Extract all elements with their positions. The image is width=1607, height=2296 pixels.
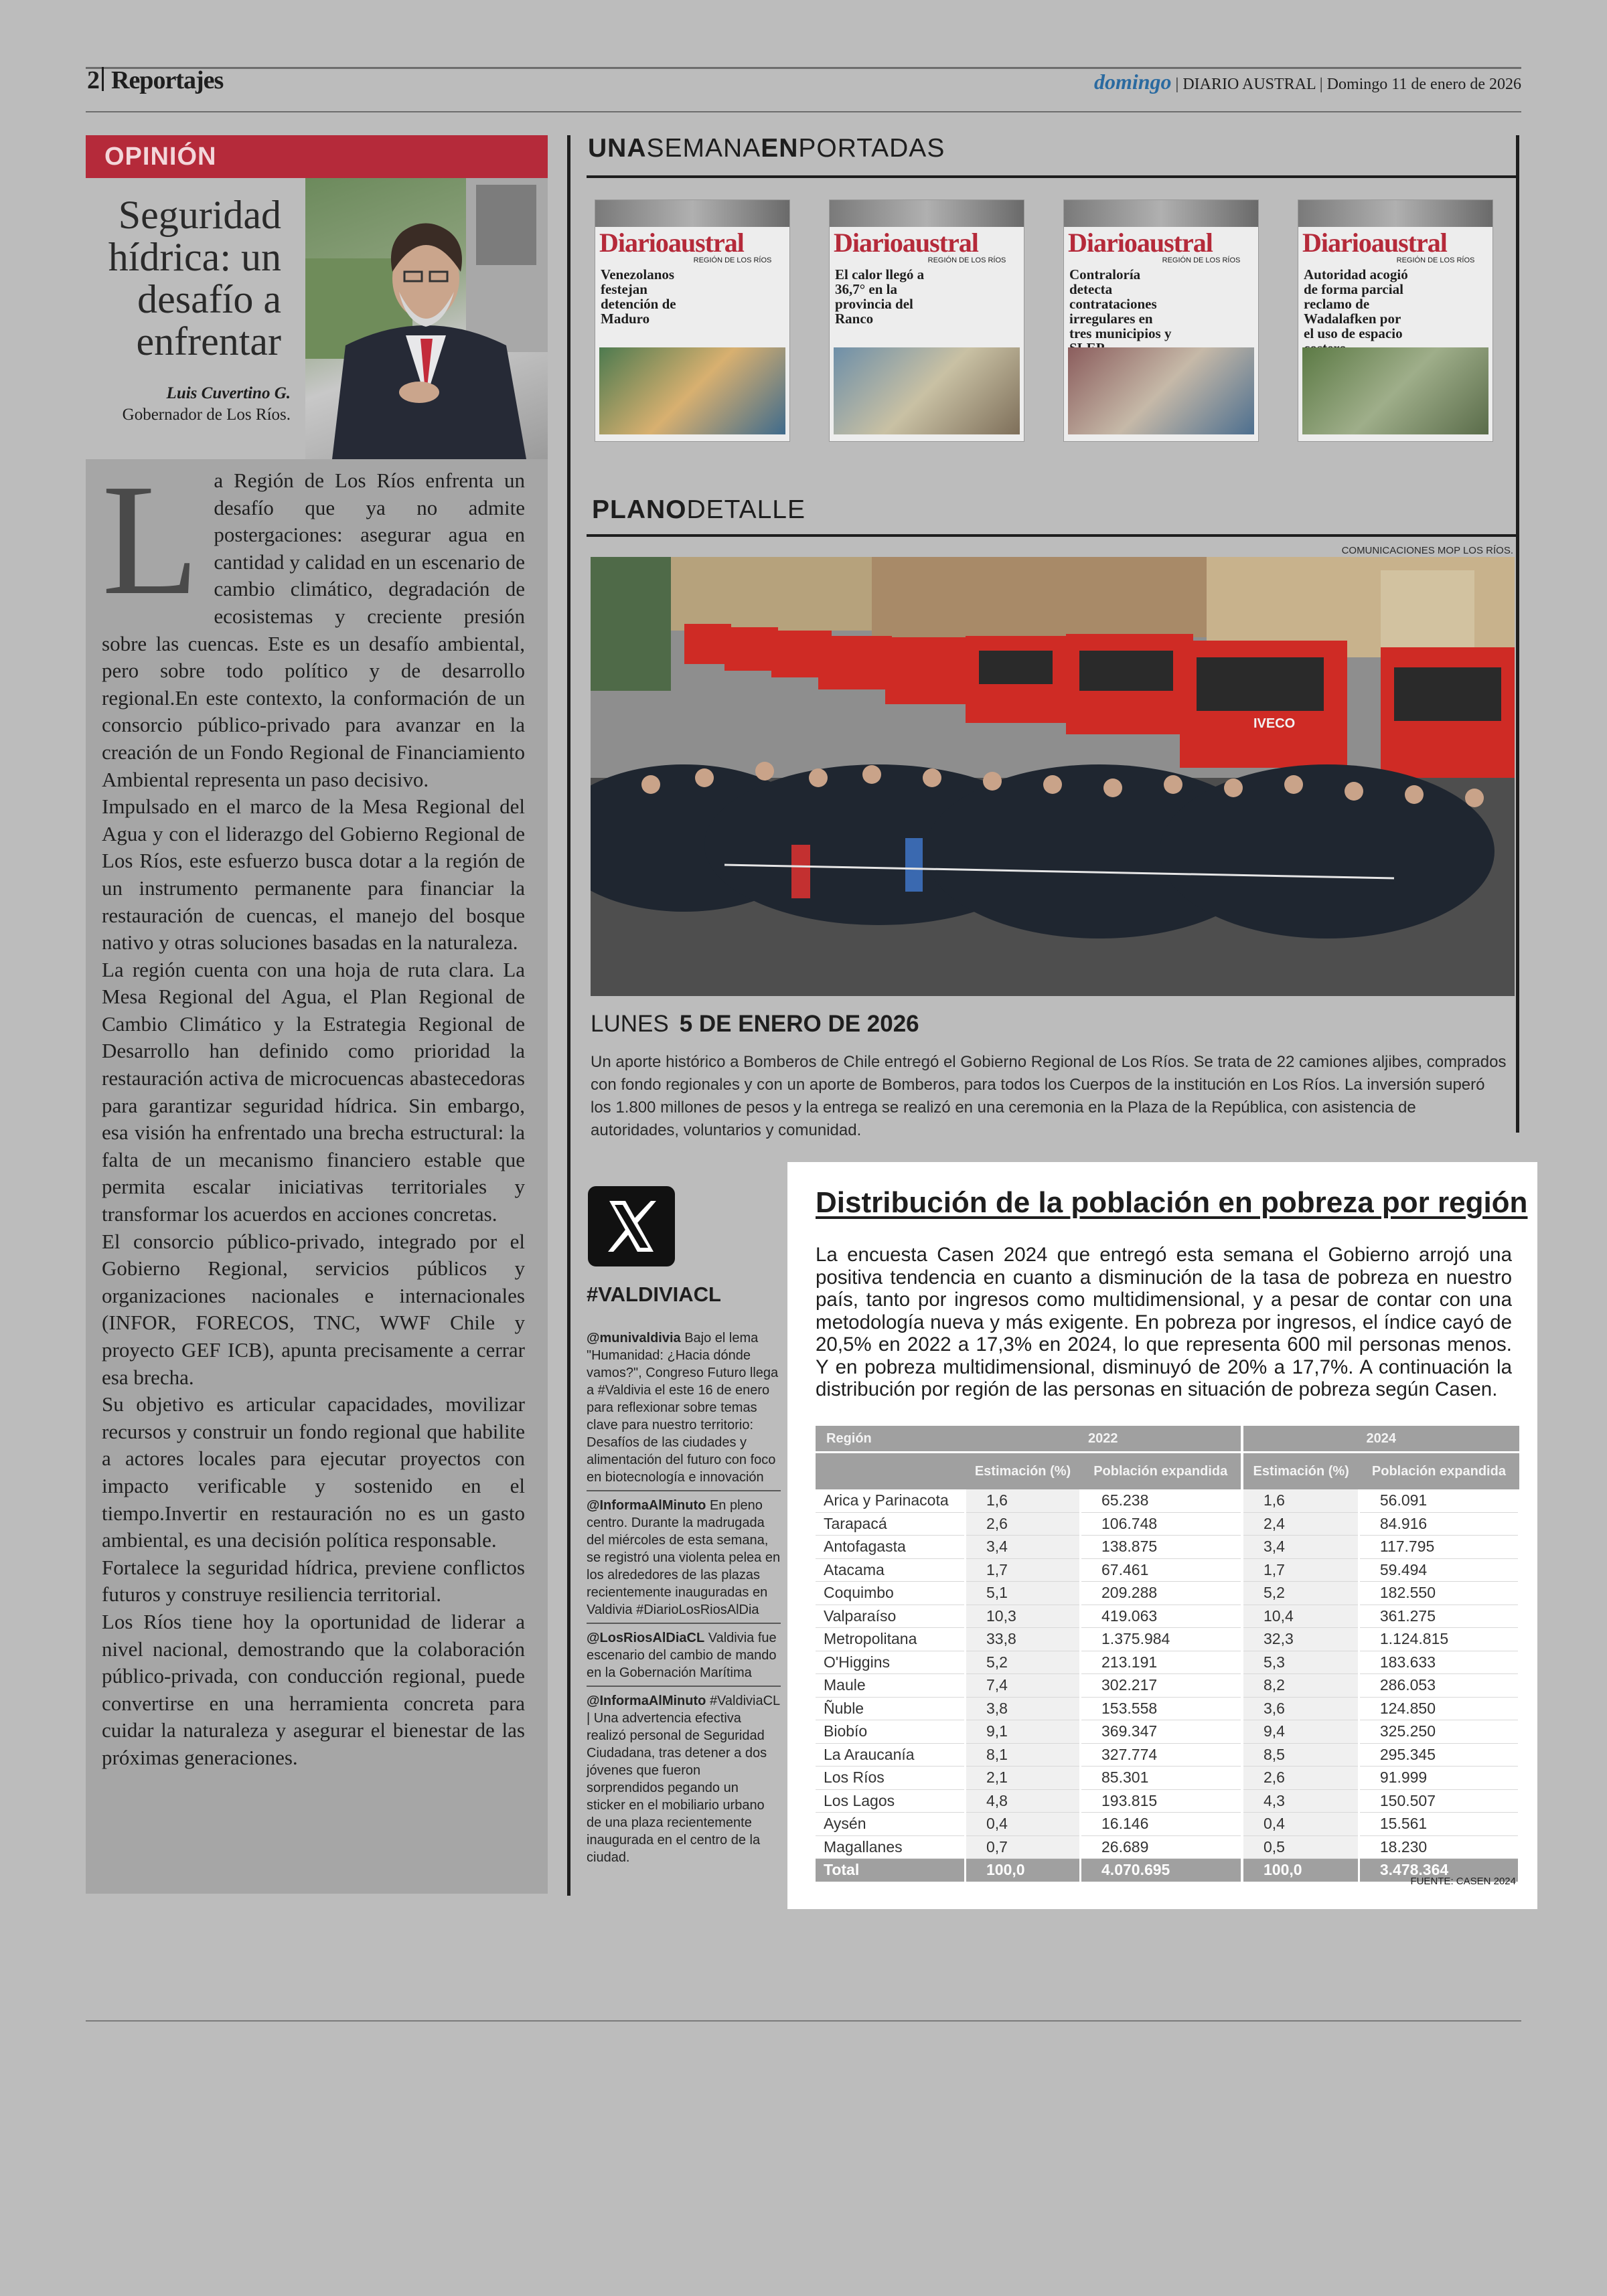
cover-title: El calor llegó a 36,7° en la provincia del Ranco xyxy=(835,266,925,327)
region-cell: Total xyxy=(816,1859,966,1882)
population-2024-cell: 124.850 xyxy=(1359,1697,1519,1720)
opinion-banner: OPINIÓN xyxy=(86,135,548,178)
population-2022-cell: 65.238 xyxy=(1081,1489,1242,1512)
population-2024-cell: 56.091 xyxy=(1359,1489,1519,1512)
table-row xyxy=(816,1628,1519,1651)
estimate-2022-cell: 2,1 xyxy=(966,1767,1081,1790)
page-number: 2 xyxy=(87,66,100,94)
header-top-rule xyxy=(86,67,1521,69)
cover-region: REGIÓN DE LOS RÍOS xyxy=(693,256,772,264)
column-divider xyxy=(567,135,570,1896)
portrait-illustration xyxy=(305,178,548,459)
col-year-2022: 2022 xyxy=(966,1426,1242,1453)
population-2024-cell: 325.250 xyxy=(1359,1720,1519,1744)
col-year-2024: 2024 xyxy=(1242,1426,1519,1453)
opinion-paragraph: El consorcio público-privado, integrado por el Gobierno Regional, servicios públicos y organizaciones nacionales e internacionales (INFOR, FORECOS, TNC, WWF Chile y proyecto GEF ICB), apunta precisamente a cerrar esa brecha. xyxy=(102,1229,525,1389)
table-row xyxy=(816,1697,1519,1720)
estimate-2024-cell: 32,3 xyxy=(1242,1628,1359,1651)
estimate-2022-cell: 9,1 xyxy=(966,1720,1081,1744)
author-role: Gobernador de Los Ríos. xyxy=(122,406,291,424)
region-cell: Magallanes xyxy=(816,1835,966,1859)
population-2024-cell: 150.507 xyxy=(1359,1789,1519,1813)
section-name: Reportajes xyxy=(111,66,224,94)
estimate-2022-cell: 3,8 xyxy=(966,1697,1081,1720)
population-2024-cell: 182.550 xyxy=(1359,1582,1519,1605)
region-cell: Los Ríos xyxy=(816,1767,966,1790)
table-row xyxy=(816,1558,1519,1582)
population-2022-cell: 16.146 xyxy=(1081,1813,1242,1836)
tweets-list xyxy=(587,1329,781,1876)
photo-caption: Un aporte histórico a Bomberos de Chile entregó el Gobierno Regional de Los Ríos. Se trata de 22 camiones aljibes, comprados con fondo regionales y con un aporte de Bomberos, para todos los Cuerpos de la institución en Los Ríos. La inversión superó los 1.800 millones de pesos y la entrega se realizó en una ceremonia en la Plaza de la República, con asistencia de autoridades, voluntarios y comunidad. xyxy=(591,1053,1507,1139)
estimate-2022-cell: 10,3 xyxy=(966,1605,1081,1628)
ceremony-illustration xyxy=(591,557,1515,996)
tweet-text: En pleno centro. Durante la madrugada del miércoles de esta semana, se registró una violenta pelea en los alrededores de las plazas recientemente inauguradas en Valdivia #DiarioLosRiosAlDia xyxy=(587,1498,781,1617)
ceremony-photo xyxy=(591,557,1515,996)
population-2022-cell: 67.461 xyxy=(1081,1558,1242,1582)
region-cell: Antofagasta xyxy=(816,1536,966,1559)
opinion-paragraph: Los Ríos tiene hoy la oportunidad de liderar a nivel nacional, demostrando que la colaboración público-privada, con conducción regional, puede convertirse en una herramienta concreta para cuidar la naturaleza y asegurar el bienestar de las próximas generaciones. xyxy=(102,1609,525,1769)
estimate-2022-cell: 100,0 xyxy=(966,1859,1081,1882)
table-row xyxy=(816,1813,1519,1836)
plano-rule xyxy=(587,534,1517,537)
x-logo-icon xyxy=(588,1186,675,1266)
estimate-2024-cell: 8,5 xyxy=(1242,1743,1359,1767)
estimate-2024-cell: 100,0 xyxy=(1242,1859,1359,1882)
masthead: domingo | DIARIO AUSTRAL | Domingo 11 de enero de 2026 xyxy=(1093,70,1521,94)
estimate-2022-cell: 1,6 xyxy=(966,1489,1081,1512)
estimate-2024-cell: 1,6 xyxy=(1242,1489,1359,1512)
x-handle: #VALDIVIACL xyxy=(587,1283,721,1306)
population-2024-cell: 183.633 xyxy=(1359,1651,1519,1674)
cover-region: REGIÓN DE LOS RÍOS xyxy=(1396,256,1475,264)
portadas-heading: UNASEMANAENPORTADAS xyxy=(588,134,945,163)
cover-logo: Diarioaustral xyxy=(834,228,978,258)
table-row xyxy=(816,1582,1519,1605)
poverty-title: Distribución de la población en pobreza por región xyxy=(816,1186,1528,1219)
region-cell: Los Lagos xyxy=(816,1789,966,1813)
table-source: FUENTE: CASEN 2024 xyxy=(1410,1876,1516,1887)
region-cell: Atacama xyxy=(816,1558,966,1582)
estimate-2024-cell: 3,4 xyxy=(1242,1536,1359,1559)
cover-logo: Diarioaustral xyxy=(599,228,744,258)
table-row xyxy=(816,1651,1519,1674)
col-pop-2022: Población expandida xyxy=(1081,1453,1242,1490)
table-row xyxy=(816,1674,1519,1698)
opinion-paragraph: Su objetivo es articular capacidades, movilizar recursos y construir un fondo regional que habilite a actores locales para ejecutar proyectos con impacto verificable y sostenido en el tiempo.Invertir en restauración no es un gasto ambiental, es una decisión política responsable. xyxy=(102,1392,525,1552)
table-row xyxy=(816,1767,1519,1790)
cover-region: REGIÓN DE LOS RÍOS xyxy=(927,256,1006,264)
region-cell: Metropolitana xyxy=(816,1628,966,1651)
region-cell: Valparaíso xyxy=(816,1605,966,1628)
population-2022-cell: 327.774 xyxy=(1081,1743,1242,1767)
tweet[interactable] xyxy=(587,1629,781,1687)
estimate-2024-cell: 0,4 xyxy=(1242,1813,1359,1836)
cover-logo: Diarioaustral xyxy=(1302,228,1447,258)
estimate-2022-cell: 5,1 xyxy=(966,1582,1081,1605)
cover-title: Venezolanos festejan detención de Maduro xyxy=(601,266,676,327)
population-2022-cell: 193.815 xyxy=(1081,1789,1242,1813)
region-cell: Biobío xyxy=(816,1720,966,1744)
issue-date: Domingo 11 de enero de 2026 xyxy=(1326,76,1521,93)
estimate-2022-cell: 7,4 xyxy=(966,1674,1081,1698)
population-2024-cell: 361.275 xyxy=(1359,1605,1519,1628)
cover-logo: Diarioaustral xyxy=(1068,228,1213,258)
col-region-header: Región xyxy=(816,1426,966,1453)
estimate-2022-cell: 0,7 xyxy=(966,1835,1081,1859)
estimate-2024-cell: 5,3 xyxy=(1242,1651,1359,1674)
table-row xyxy=(816,1743,1519,1767)
tweet-user[interactable]: @InformaAlMinuto xyxy=(587,1498,706,1513)
estimate-2024-cell: 4,3 xyxy=(1242,1789,1359,1813)
table-row xyxy=(816,1835,1519,1859)
portadas-rule xyxy=(587,175,1517,178)
poverty-intro: La encuesta Casen 2024 que entregó esta semana el Gobierno arrojó una positiva tendencia en cuanto a disminución de la tasa de pobreza en nuestro país, tanto por ingresos como multidimensional, y a pesar de contar con una metodología nueva y más exigente. En pobreza por ingresos, el índice cayó de 20,5% en 2022 a 17,3% en 2024, lo que representa 600 mil personas menos. Y en pobreza multidimensional, disminuyó de 20% a 17,7%. A continuación la distribución por región de las personas en situación de pobreza según Casen. xyxy=(816,1244,1512,1400)
population-2024-cell: 295.345 xyxy=(1359,1743,1519,1767)
opinion-paragraph: a Región de Los Ríos enfrenta un desafío que ya no admite postergaciones: asegurar agua en cantidad y calidad en un escenario de cambio climático, degradación de ecosistemas y creciente presión sobre las cuencas. Este es un desafío ambiental, pero sobre todo político y de desarrollo regional.En este contexto, la conformación de un consorcio público-privado para avanzar en la creación de un Fondo Regional de Financiamiento Ambiental representa un paso decisivo. xyxy=(102,469,525,791)
estimate-2022-cell: 3,4 xyxy=(966,1536,1081,1559)
estimate-2024-cell: 2,6 xyxy=(1242,1767,1359,1790)
front-page-cover[interactable] xyxy=(595,199,790,442)
opinion-headline: Seguridad hídrica: un desafío a enfrentar xyxy=(108,193,281,363)
region-cell: Maule xyxy=(816,1674,966,1698)
estimate-2022-cell: 8,1 xyxy=(966,1743,1081,1767)
estimate-2022-cell: 33,8 xyxy=(966,1628,1081,1651)
poverty-table xyxy=(816,1426,1520,1882)
opinion-paragraph: La región cuenta con una hoja de ruta clara. La Mesa Regional del Agua, el Plan Regional de Cambio Climático y la Estrategia Regional de Desarrollo han definido como prioridad la restauración activa de microcuencas abastecedoras para garantizar seguridad hídrica. Sin embargo, esa visión ha enfrentado una brecha estructural: la falta de un mecanismo financiero estable que permita escalar iniciativas territoriales y transformar los acuerdos en acciones concretas. xyxy=(102,957,525,1226)
opinion-paragraph: Fortalece la seguridad hídrica, previene conflictos futuros y construye resiliencia territorial. xyxy=(102,1555,525,1607)
region-cell: Coquimbo xyxy=(816,1582,966,1605)
population-2022-cell: 138.875 xyxy=(1081,1536,1242,1559)
population-2024-cell: 15.561 xyxy=(1359,1813,1519,1836)
paper-name: DIARIO AUSTRAL xyxy=(1182,76,1316,93)
region-cell: Tarapacá xyxy=(816,1512,966,1536)
tweet-text: #ValdiviaCL | Una advertencia efectiva realizó personal de Seguridad Ciudadana, tras detener a dos jóvenes que fueron sorprendidos pegando un sticker en el mobiliario urbano de una plaza recientemente inaugurada en el centro de la ciudad. xyxy=(587,1694,780,1865)
front-page-cover[interactable] xyxy=(1063,199,1259,442)
right-divider xyxy=(1516,135,1519,1133)
photo-credit: COMUNICACIONES MOP LOS RÍOS. xyxy=(1341,545,1513,556)
region-cell: O'Higgins xyxy=(816,1651,966,1674)
population-2022-cell: 209.288 xyxy=(1081,1582,1242,1605)
population-2024-cell: 3.478.364 xyxy=(1359,1859,1519,1882)
tweet[interactable] xyxy=(587,1329,781,1491)
estimate-2024-cell: 1,7 xyxy=(1242,1558,1359,1582)
estimate-2024-cell: 3,6 xyxy=(1242,1697,1359,1720)
population-2022-cell: 4.070.695 xyxy=(1081,1859,1242,1882)
author-portrait xyxy=(305,178,548,459)
photo-date: LUNES 5 DE ENERO DE 2026 xyxy=(591,1011,919,1037)
population-2024-cell: 91.999 xyxy=(1359,1767,1519,1790)
estimate-2022-cell: 4,8 xyxy=(966,1789,1081,1813)
estimate-2024-cell: 0,5 xyxy=(1242,1835,1359,1859)
estimate-2024-cell: 5,2 xyxy=(1242,1582,1359,1605)
region-cell: La Araucanía xyxy=(816,1743,966,1767)
tweet-user[interactable]: @LosRiosAlDiaCL xyxy=(587,1631,705,1645)
tweet-user[interactable]: @InformaAlMinuto xyxy=(587,1694,706,1708)
front-page-cover[interactable] xyxy=(829,199,1024,442)
estimate-2022-cell: 2,6 xyxy=(966,1512,1081,1536)
truck-badge: IVECO xyxy=(1253,716,1296,731)
tweet-text: Valdivia fue escenario del cambio de mando en la Gobernación Marítima xyxy=(587,1631,777,1680)
opinion-paragraph: Impulsado en el marco de la Mesa Regional del Agua y con el liderazgo del Gobierno Regional de Los Ríos, este esfuerzo busca dotar a la región de un instrumento permanente para financiar la restauración de cuencas, el manejo del bosque nativo y otras soluciones basadas en la naturaleza. xyxy=(102,795,525,955)
col-est-2022: Estimación (%) xyxy=(966,1453,1081,1490)
header-bottom-rule xyxy=(86,111,1521,112)
col-region-spacer xyxy=(816,1453,966,1490)
opinion-body xyxy=(102,452,525,1772)
header-separator xyxy=(102,67,104,91)
front-page-cover[interactable] xyxy=(1298,199,1493,442)
estimate-2022-cell: 1,7 xyxy=(966,1558,1081,1582)
population-2024-cell: 59.494 xyxy=(1359,1558,1519,1582)
population-2024-cell: 1.124.815 xyxy=(1359,1628,1519,1651)
table-row xyxy=(816,1720,1519,1744)
x-glyph-icon xyxy=(588,1186,675,1266)
col-est-2024: Estimación (%) xyxy=(1242,1453,1359,1490)
table-row xyxy=(816,1605,1519,1628)
cover-region: REGIÓN DE LOS RÍOS xyxy=(1162,256,1241,264)
cover-title: Autoridad acogió de forma parcial reclamo de Wadalafken por el uso de espacio xyxy=(1304,266,1408,341)
cover-title: Contraloría detecta contrataciones irregulares en tres municipios y xyxy=(1069,266,1172,341)
estimate-2022-cell: 5,2 xyxy=(966,1651,1081,1674)
population-2022-cell: 369.347 xyxy=(1081,1720,1242,1744)
population-2024-cell: 286.053 xyxy=(1359,1674,1519,1698)
brand-domingo: domingo xyxy=(1093,70,1172,94)
population-2024-cell: 84.916 xyxy=(1359,1512,1519,1536)
estimate-2024-cell: 9,4 xyxy=(1242,1720,1359,1744)
population-2022-cell: 153.558 xyxy=(1081,1697,1242,1720)
population-2024-cell: 18.230 xyxy=(1359,1835,1519,1859)
population-2022-cell: 1.375.984 xyxy=(1081,1628,1242,1651)
col-pop-2024: Población expandida xyxy=(1359,1453,1519,1490)
estimate-2022-cell: 0,4 xyxy=(966,1813,1081,1836)
tweet-user[interactable]: @munivaldivia xyxy=(587,1331,681,1345)
population-2022-cell: 213.191 xyxy=(1081,1651,1242,1674)
tweet[interactable] xyxy=(587,1497,781,1624)
population-2022-cell: 302.217 xyxy=(1081,1674,1242,1698)
estimate-2024-cell: 8,2 xyxy=(1242,1674,1359,1698)
table-row xyxy=(816,1512,1519,1536)
population-2022-cell: 26.689 xyxy=(1081,1835,1242,1859)
region-cell: Arica y Parinacota xyxy=(816,1489,966,1512)
estimate-2024-cell: 10,4 xyxy=(1242,1605,1359,1628)
table-row xyxy=(816,1789,1519,1813)
population-2022-cell: 106.748 xyxy=(1081,1512,1242,1536)
page-bottom-rule xyxy=(86,2020,1521,2022)
author-name: Luis Cuvertino G. xyxy=(166,384,291,402)
table-row xyxy=(816,1536,1519,1559)
population-2022-cell: 419.063 xyxy=(1081,1605,1242,1628)
tweet-text: Bajo el lema "Humanidad: ¿Hacia dónde vamos?", Congreso Futuro llega a #Valdivia el este 16 de enero para reflexionar sobre temas clave para nuestro territorio: Desafíos de las ciudades y alimentación del futuro con foco en biotecnología e innovación xyxy=(587,1331,779,1485)
region-cell: Aysén xyxy=(816,1813,966,1836)
drop-cap: L xyxy=(102,452,200,628)
tweet[interactable] xyxy=(587,1692,781,1870)
table-row xyxy=(816,1489,1519,1512)
population-2022-cell: 85.301 xyxy=(1081,1767,1242,1790)
estimate-2024-cell: 2,4 xyxy=(1242,1512,1359,1536)
region-cell: Ñuble xyxy=(816,1697,966,1720)
plano-heading: PLANODETALLE xyxy=(592,495,806,524)
population-2024-cell: 117.795 xyxy=(1359,1536,1519,1559)
